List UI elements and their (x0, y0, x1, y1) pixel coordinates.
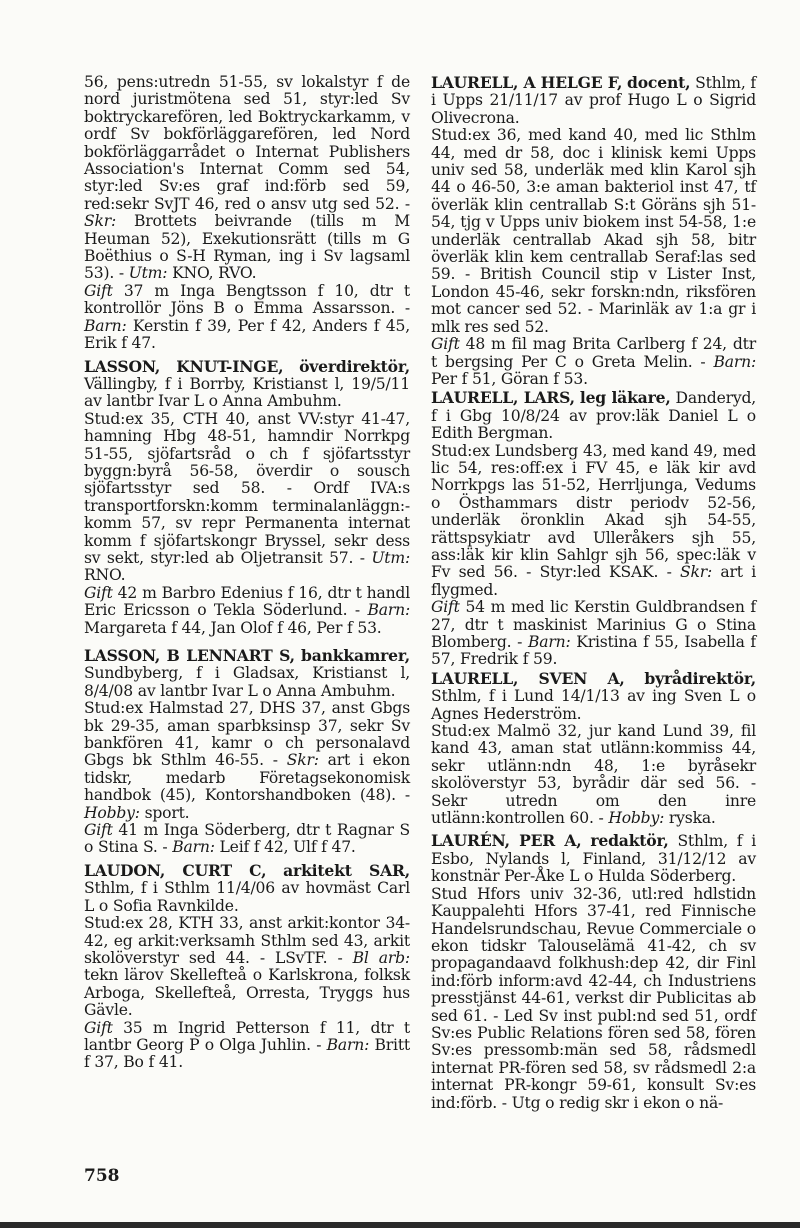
entry-continuation (84, 74, 410, 353)
entry-paragraph: Danderyd, f i Gbg 10/8/24 av prov:läk Daniel L o Edith Bergman. (431, 389, 757, 443)
entry-title: arkitekt SAR, (283, 860, 410, 880)
entry-paragraph: Stud:ex Lundsberg 43, med kand 49, med lic 54, res:off:ex i FV 45, e läk kir avd Norrkpgs las 51-52, Herrljunga, Vedums o Östhammars distr periodv 52-56, underläk öronklin Akad sjh 54-55, rättspsykiatr avd Ulleråkers sjh 55, ass:läk kir klin Sahlgr sjh 56, spec:läk v Fv sed 56. - Styr:led KSAK. - Skr: art i flygmed. (431, 441, 756, 599)
entry-lasson-b-lennart (84, 647, 410, 857)
entry-name: LASSON, KNUT-INGE, (84, 356, 284, 376)
entry-head-paragraph (84, 647, 410, 700)
left-column (84, 74, 410, 1072)
entry-name: LAURÉN, PER A, (431, 831, 582, 851)
entry-name: LAURELL, LARS, (431, 388, 575, 408)
entry-paragraph: Gift 42 m Barbro Edenius f 16, dtr t handl Eric Ericsson o Tekla Söderlund. - Barn: Margareta f 44, Jan Olof f 46, Per f 53. (84, 583, 410, 637)
entry-name: LASSON, B LENNART S, (84, 646, 295, 665)
entry-paragraph: Sundbyberg, f i Gladsax, Kristianst l, 8/4/08 av lantbr Ivar L o Anna Ambuhm. (84, 664, 410, 700)
entry-paragraph: Gift 41 m Inga Söderberg, dtr t Ragnar S o Stina S. - Barn: Leif f 42, Ulf f 47. (84, 821, 410, 857)
entry-laudon-curt (84, 862, 410, 1072)
entry-head-paragraph (431, 670, 756, 723)
entry-paragraph: Gift 54 m med lic Kerstin Guldbrandsen f 27, dtr t maskinist Marinius G o Stina Blomberg. - Barn: Kristina f 55, Isabella f 57, Fredrik f 59. (431, 598, 756, 669)
entry-paragraph: 56, pens:utredn 51-55, sv lokalstyr f de nord juristmötena sed 51, styr:led Sv boktryckarefören, led Boktryckarkamm, v ordf Sv bokförläggarefören, led Nord bokförläggarrådet o Internat Publishers Association's Internat Comm sed 54, styr:led Sv:es graf ind:förb sed 59, red:sekr SvJT 46, red o ansv utg sed 52. - Skr: Brottets beivrande (tills m M Heuman 52), Exekutionsrätt (tills m G Boëthius o S-H Ryman, ing i Sv lagsaml 53). - Utm: KNO, RVO. (84, 73, 410, 283)
entry-lauren-per (431, 832, 756, 1112)
entry-title: överdirektör, (299, 356, 410, 376)
entry-paragraph: Gift 37 m Inga Bengtsson f 10, dtr t kontrollör Jöns B o Emma Assarsson. - Barn: Kerstin f 39, Per f 42, Anders f 45, Erik f 47. (84, 281, 410, 353)
entry-paragraph: Gift 48 m fil mag Brita Carlberg f 24, dtr t bergsing Per C o Greta Melin. - Barn: Per f 51, Göran f 53. (431, 335, 756, 388)
entry-paragraph: Sthlm, f i Sthlm 11/4/06 av hovmäst Carl L o Sofia Ravnkilde. (84, 879, 410, 915)
entry-head-paragraph (84, 862, 410, 915)
entry-name: LAURELL, A HELGE F, (431, 73, 623, 92)
page-number: 758 (84, 1166, 120, 1186)
entry-laurell-helge (431, 74, 756, 388)
entry-paragraph: Sthlm, f i Esbo, Nylands l, Finland, 31/12/12 av konstnär Per-Åke L o Hulda Söderberg. (431, 832, 756, 886)
entry-laurell-lars (431, 389, 756, 669)
entry-paragraph: Stud:ex 28, KTH 33, anst arkit:kontor 34-42, eg arkit:verksamh Sthlm sed 43, arkit skolöverstyr sed 44. - LSvTF. - Bl arb: tekn lärov Skellefteå o Karlskrona, folksk Arboga, Skellefteå, Orresta, Tryggs hus Gävle. (84, 914, 410, 1020)
entry-title: byrådirektör, (644, 668, 756, 688)
right-column (431, 74, 756, 1112)
entry-name: LAURELL, SVEN A, (431, 668, 625, 688)
entry-paragraph: Stud:ex Malmö 32, jur kand Lund 39, fil kand 43, aman stat utlänn:kommiss 44, sekr utlänn:ndn 48, 1:e byråsekr skolöverstyr 53, byrådir där sed 56. - Sekr utredn om den inre utlänn:kontrollen 60. - Hobby: ryska. (431, 722, 756, 828)
bottom-border (0, 1222, 800, 1228)
entry-paragraph: Stud Hfors univ 32-36, utl:red hdlstidn Kauppalehti Hfors 37-41, red Finnische Handelsrundschau, Revue Commerciale o ekon tidskr Talouselämä 41-42, ch sv propagandaavd folkhush:dep 42, dir Finl ind:förb inform:avd 42-44, ch Industriens presstjänst 44-61, verkst dir Publicitas ab sed 61. - Led Sv inst publ:nd sed 51, ordf Sv:es Public Relations fören sed 58, fören Sv:es pressomb:män sed 58, rådsmedl internat PR-fören sed 58, sv rådsmedl 2:a internat PR-kongr 59-61, konsult Sv:es ind:förb. - Utg o redig skr i ekon o nä- (431, 884, 756, 1112)
entry-name: LAUDON, CURT C, (84, 860, 267, 880)
entry-head-paragraph (431, 832, 756, 885)
entry-paragraph: Sthlm, f i Lund 14/1/13 av ing Sven L o Agnes Hederström. (431, 687, 756, 723)
entry-paragraph: Stud:ex 35, CTH 40, anst VV:styr 41-47, hamning Hbg 48-51, hamndir Norrkpg 51-55, sjöfartsråd o ch f sjöfartsstyr byggn:byrå 56-58, överdir o sousch sjöfartsstyr sed 58. - Ordf IVA:s transportforskn:komm terminalanläggn:-komm 57, sv repr Permanenta internat komm f sjöfartskongr Bryssel, sekr dess sv sekt, styr:led ab Oljetransit 57. - Utm: RNO. (84, 409, 410, 585)
entry-head-paragraph (431, 74, 756, 127)
entry-title: redaktör, (590, 831, 669, 851)
entry-paragraph: Gift 35 m Ingrid Petterson f 11, dtr t lantbr Georg P o Olga Juhlin. - Barn: Britt f 37, Bo f 41. (84, 1018, 410, 1072)
entry-head-paragraph (84, 358, 410, 411)
entry-title: leg läkare, (579, 388, 671, 408)
entry-title: bankkamrer, (301, 646, 411, 665)
entry-paragraph: Stud:ex 36, med kand 40, med lic Sthlm 44, med dr 58, doc i klinisk kemi Upps univ sed 58, underläk med klin Karol sjh 44 o 46-50, 3:e aman bakteriol inst 47, tf överläk klin centrallab S:t Göräns sjh 51-54, tjg v Upps univ biokem inst 54-58, 1:e underläk centrallab Akad sjh 58, bitr överläk klin kem centrallab Seraf:las sed 59. - British Council stip v Lister Inst, London 45-46, sekr forskn:ndn, riksfören mot cancer sed 52. - Marinläk av 1:a gr i mlk res sed 52. (431, 126, 756, 336)
entry-paragraph: Sthlm, f i Upps 21/11/17 av prof Hugo L o Sigrid Olivecrona. (431, 74, 756, 127)
entry-head-paragraph (431, 389, 756, 442)
entry-paragraph: Stud:ex Halmstad 27, DHS 37, anst Gbgs bk 29-35, aman sparbksinsp 37, sekr Sv bankfören 41, kamr o ch personalavd Gbgs bk Sthlm 46-55. - Skr: art i ekon tidskr, medarb Företagsekonomisk handbok (45), Kontorshandboken (48). - Hobby: sport. (84, 699, 410, 822)
entry-title: docent, (627, 73, 691, 92)
entry-laurell-sven (431, 670, 756, 828)
entry-paragraph: Vällingby, f i Borrby, Kristianst l, 19/5/11 av lantbr Ivar L o Anna Ambuhm. (84, 374, 410, 411)
entry-lasson-knut-inge (84, 358, 410, 638)
